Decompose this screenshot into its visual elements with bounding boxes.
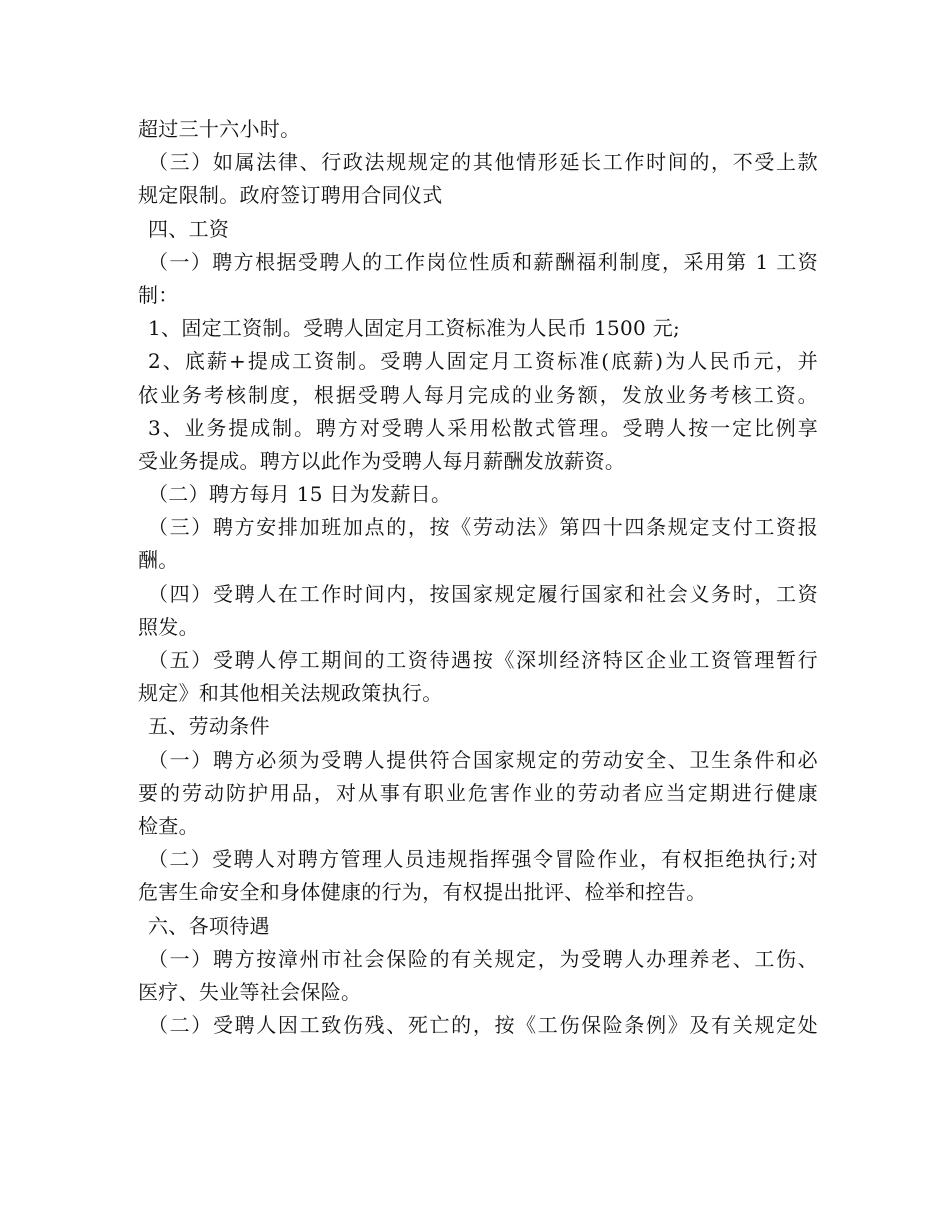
paragraph-start: （二）受聘人对聘方管理人员违规指挥强令冒险作业，有权拒绝执行;对 (148, 847, 818, 872)
paragraph-start: （五）受聘人停工期间的工资待遇按《深圳经济特区企业工资管理暂行 (148, 648, 818, 672)
body-line: 超过三十六小时。 (138, 117, 301, 141)
body-line: 医疗、失业等社会保险。 (138, 979, 362, 1004)
paragraph-start: 3、业务提成制。聘方对受聘人采用松散式管理。受聘人按一定比例享 (148, 415, 818, 440)
body-line: 要的劳动防护用品，对从事有职业危害作业的劳动者应当定期进行健康 (138, 780, 818, 805)
body-line: 规定》和其他相关法规政策执行。 (138, 681, 443, 706)
section-heading: 四、工资 (148, 216, 230, 241)
paragraph-start: （二）聘方每月 15 日为发薪日。 (148, 482, 452, 507)
body-line: 危害生命安全和身体健康的行为，有权提出批评、检举和控告。 (138, 880, 707, 905)
paragraph-start: 1、固定工资制。受聘人固定月工资标准为人民币 1500 元; (148, 316, 681, 341)
body-line: 照发。 (138, 614, 199, 639)
body-line: 规定限制。政府签订聘用合同仪式 (138, 183, 443, 208)
section-heading: 五、劳动条件 (148, 714, 270, 739)
paragraph-start: （一）聘方按漳州市社会保险的有关规定，为受聘人办理养老、工伤、 (148, 946, 818, 971)
document-body (138, 113, 818, 1042)
section-heading: 六、各项待遇 (148, 913, 270, 938)
paragraph-start: （三）聘方安排加班加点的，按《劳动法》第四十四条规定支付工资报 (148, 515, 818, 540)
paragraph-start: （三）如属法律、行政法规规定的其他情形延长工作时间的，不受上款 (148, 150, 818, 175)
body-line: 受业务提成。聘方以此作为受聘人每月薪酬发放薪资。 (138, 448, 626, 473)
paragraph-start: （一）聘方根据受聘人的工作岗位性质和薪酬福利制度，采用第 1 工资 (148, 249, 818, 274)
body-line: 依业务考核制度，根据受聘人每月完成的业务额，发放业务考核工资。 (138, 382, 818, 407)
body-line: 检查。 (138, 813, 199, 838)
paragraph-start: （二）受聘人因工致伤残、死亡的，按《工伤保险条例》及有关规定处 (148, 1013, 818, 1038)
paragraph-start: 2、底薪+提成工资制。受聘人固定月工资标准(底薪)为人民币元，并 (148, 349, 818, 374)
paragraph-start: （四）受聘人在工作时间内，按国家规定履行国家和社会义务时，工资 (148, 581, 818, 606)
body-line: 制： (138, 282, 179, 307)
body-line: 酬。 (138, 548, 179, 573)
paragraph-start: （一）聘方必须为受聘人提供符合国家规定的劳动安全、卫生条件和必 (148, 747, 818, 772)
